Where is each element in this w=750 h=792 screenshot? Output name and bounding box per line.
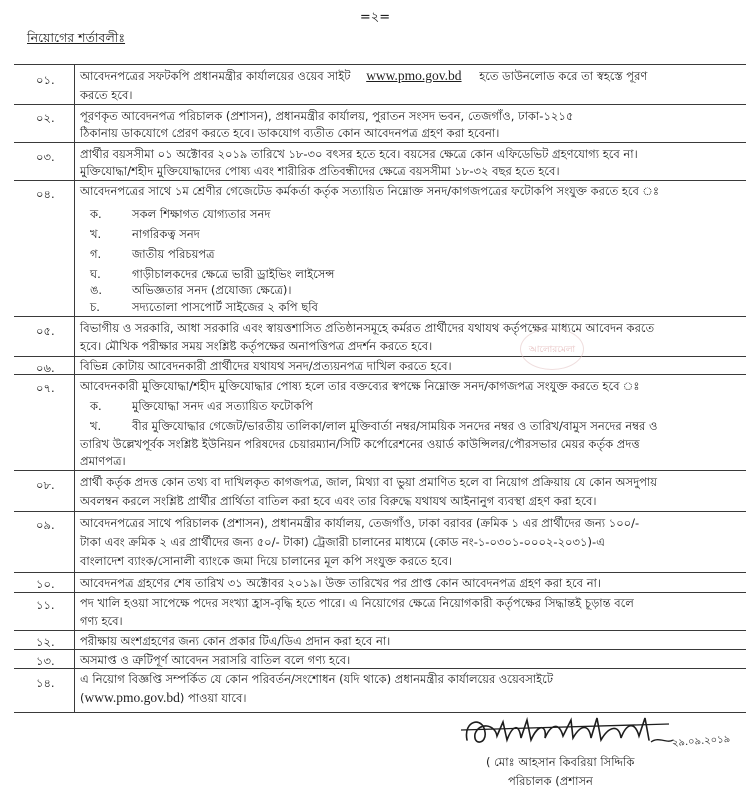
item-number: ০৬. bbox=[36, 361, 55, 375]
row-rule bbox=[14, 630, 746, 631]
item-number: ১৪. bbox=[36, 676, 55, 690]
item-number: ১৩. bbox=[36, 654, 55, 668]
item-text-line: বাংলাদেশ ব্যাংক/সোনালী ব্যাংকে জমা দিয়ে চালানের মূল কপি সংযুক্ত করতে হবে। bbox=[80, 554, 453, 568]
page-number: =২= bbox=[359, 10, 391, 25]
row-rule bbox=[14, 316, 746, 317]
item-text-line: বিভিন্ন কোটায় আবেদনকারী প্রার্থীদের যথাযথ সনদ/প্রত্যয়নপত্র দাখিল করতে হবে। bbox=[80, 359, 452, 373]
item-text-line: ঠিকানায় ডাকযোগে প্রেরণ করতে হবে। ডাকযোগ ব্যতীত কোন আবেদনপত্র গ্রহণ করা হবেনা। bbox=[80, 126, 500, 140]
website-link[interactable]: www.pmo.gov.bd bbox=[366, 68, 462, 83]
sub-label: ঙ. bbox=[90, 283, 103, 297]
item-text-line: এ নিয়োগ বিজ্ঞপ্তি সম্পর্কিত যে কোন পরিবর্তন/সংশোধন (যদি থাকে) প্রধানমন্ত্রীর কার্যালয়ের ওয়েবসাইটে bbox=[80, 672, 553, 686]
officer-name: ( মোঃ আহসান কিবরিয়া সিদ্দিকি bbox=[486, 755, 635, 769]
sub-text: সদ্যতোলা পাসপোর্ট সাইজের ২ কপি ছবি bbox=[132, 300, 318, 314]
column-divider bbox=[74, 64, 75, 712]
item-text-line: মুক্তিযোদ্ধা/শহীদ মুক্তিযোদ্ধাদের পোষ্য এবং শারীরিক প্রতিবন্ধীদের ক্ষেত্রে বয়সসীমা ১৮-৩২ বছর হতে হবে। bbox=[80, 164, 560, 178]
sub-text: জাতীয় পরিচয়পত্র bbox=[132, 247, 215, 261]
item-number: ০৮. bbox=[36, 478, 55, 492]
item-text-line: পরীক্ষায় অংশগ্রহণের জন্য কোন প্রকার টিএ/ডিএ প্রদান করা হবে না। bbox=[80, 634, 391, 648]
item-text-line: আবেদনকারী মুক্তিযোদ্ধা/শহীদ মুক্তিযোদ্ধার পোষ্য হলে তার বক্তব্যের স্বপক্ষে নিম্নোক্ত সনদ/কাগজপত্র সংযুক্ত করতে হবে ঃ bbox=[80, 379, 640, 393]
watermark-stamp: আলোরমেলা bbox=[520, 328, 584, 370]
sub-text: অভিজ্ঞতার সনদ (প্রযোজ্য ক্ষেত্রে)। bbox=[132, 283, 292, 297]
terms-heading: নিয়োগের শর্তাবলীঃ bbox=[27, 30, 126, 45]
item-text-line: প্রার্থী কর্তৃক প্রদত্ত কোন তথ্য বা দাখিলকৃত কাগজপত্র, জাল, মিথ্যা বা ভুয়া প্রমাণিত হলে বা নিয়োগ প্রক্রিয়ায় যে কোন অসদুপায় bbox=[80, 475, 658, 489]
sub-label: ঘ. bbox=[90, 267, 101, 281]
item-number: ০২. bbox=[36, 111, 55, 125]
sub-label: ক. bbox=[90, 399, 102, 413]
item-number: ০৯. bbox=[36, 518, 55, 532]
item-text-line: হবে। মৌখিক পরীক্ষার সময় সংশ্লিষ্ট কর্তৃপক্ষের অনাপত্তিপত্র প্রদর্শন করতে হবে। bbox=[80, 339, 433, 353]
sub-label: খ. bbox=[90, 227, 102, 241]
sub-label: খ. bbox=[90, 419, 102, 433]
item-number: ০৫. bbox=[36, 324, 55, 338]
item-text-line: পদ খালি হওয়া সাপেক্ষে পদের সংখ্যা হ্রাস-বৃদ্ধি হতে পারে। এ নিয়োগের ক্ষেত্রে নিয়োগকারী কর্তৃপক্ষের সিদ্ধান্তই চূড়ান্ত বলে bbox=[80, 596, 634, 610]
item-number: ০৭. bbox=[36, 381, 55, 395]
item-text-line: (www.pmo.gov.bd) পাওয়া যাবে। bbox=[80, 690, 247, 705]
item-text-line: টাকা এবং ক্রমিক ২ এর প্রার্থীদের জন্য ৫০/- টাকা) ট্রেজারী চালানের মাধ্যমে (কোড নং-১-০৩০১-০০০২-২০৩১)-এ bbox=[80, 535, 605, 549]
item-text-line: আবেদনপত্রের সফটকপি প্রধানমন্ত্রীর কার্যালয়ের ওয়েব সাইট www.pmo.gov.bd হতে ডাউনলোড করে তা স্বহস্তে পূরণ bbox=[80, 68, 648, 83]
item-number: ০৩. bbox=[36, 150, 55, 164]
website-link[interactable]: www.pmo.gov.bd bbox=[84, 690, 180, 705]
sub-label: চ. bbox=[90, 300, 100, 314]
item-text-line: বিভাগীয় ও সরকারি, আধা সরকারি এবং স্বায়ত্তশাসিত প্রতিষ্ঠানসমূহে কর্মরত প্রার্থীদের যথাযথ কর্তৃপক্ষের মাধ্যমে আবেদন করতে bbox=[80, 321, 655, 335]
sub-text: বীর মুক্তিযোদ্ধার গেজেট/ভারতীয় তালিকা/লাল মুক্তিবার্তা নম্বর/সাময়িক সনদের নম্বর ও তারিখ/বামুস সনদের নম্বর ও bbox=[132, 419, 658, 433]
item-number: ১২. bbox=[36, 635, 55, 649]
sub-label: গ. bbox=[90, 247, 102, 261]
signature-date: ২৯.০৯.২০১৯ bbox=[671, 733, 731, 750]
sub-text: সকল শিক্ষাগত যোগ্যতার সনদ bbox=[132, 207, 271, 221]
item-text-line: প্রমাণপত্র। bbox=[80, 454, 126, 468]
item-text-line: প্রার্থীর বয়সসীমা ০১ অক্টোবর ২০১৯ তারিখে ১৮-৩০ বৎসর হতে হবে। বয়সের ক্ষেত্রে কোন এফিডেভিট গ্রহণযোগ্য হবে না। bbox=[80, 147, 638, 161]
item-text-line: তারিখ উল্লেখপূর্বক সংশ্লিষ্ট ইউনিয়ন পরিষদের চেয়ারম্যান/সিটি কর্পোরেশনের ওয়ার্ড কাউন্সিলর/পৌরসভার মেয়র কর্তৃক প্রদত্ত bbox=[80, 437, 640, 451]
sub-text: গাড়ীচালকদের ক্ষেত্রে ভারী ড্রাইভিং লাইসেন্স bbox=[132, 267, 335, 281]
item-text-line: গণ্য হবে। bbox=[80, 614, 123, 628]
item-text-line: আবেদনপত্রের সাথে ১ম শ্রেণীর গেজেটেড কর্মকর্তা কর্তৃক সত্যায়িত নিম্নোক্ত সনদ/কাগজপত্রের ফটোকপি সংযুক্ত করতে হবে ঃ bbox=[80, 184, 660, 198]
item-number: ০৪. bbox=[36, 187, 55, 201]
officer-title: পরিচালক (প্রশাসন bbox=[508, 774, 593, 788]
item-number: ০১. bbox=[36, 73, 55, 87]
sub-text: মুক্তিযোদ্ধা সনদ এর সত্যায়িত ফটোকপি bbox=[132, 399, 313, 413]
sub-text: নাগরিকত্ব সনদ bbox=[132, 227, 200, 241]
item-text-line: আবেদনপত্রের সাথে পরিচালক (প্রশাসন), প্রধানমন্ত্রীর কার্যালয়, তেজগাঁও, ঢাকা বরাবর (ক্রমিক ১ এর প্রার্থীদের জন্য ১০০/- bbox=[80, 516, 640, 530]
row-rule bbox=[14, 572, 746, 573]
sub-label: ক. bbox=[90, 207, 102, 221]
item-text-line: পূরণকৃত আবেদনপত্র পরিচালক (প্রশাসন), প্রধানমন্ত্রীর কার্যালয়, পুরাতন সংসদ ভবন, তেজগাঁও, ঢাকা-১২১৫ bbox=[80, 109, 574, 123]
row-rule bbox=[14, 64, 746, 65]
item-text-line: অবলম্বন করলে সংশ্লিষ্ট প্রার্থীর প্রার্থিতা বাতিল করা হবে এবং তার বিরুদ্ধে যথাযথ আইনানুগ ব্যবস্থা গ্রহণ করা হবে। bbox=[80, 494, 597, 508]
item-number: ১১. bbox=[36, 598, 55, 612]
item-text-line: করতে হবে। bbox=[80, 88, 133, 102]
item-text-line: আবেদনপত্র গ্রহণের শেষ তারিখ ৩১ অক্টোবর ২০১৯। উক্ত তারিখের পর প্রাপ্ত কোন আবেদনপত্র গ্রহণ করা হবে না। bbox=[80, 576, 602, 590]
item-number: ১০. bbox=[36, 577, 55, 591]
item-text-line: অসমাপ্ত ও ত্রুটিপূর্ণ আবেদন সরাসরি বাতিল বলে গণ্য হবে। bbox=[80, 653, 351, 667]
